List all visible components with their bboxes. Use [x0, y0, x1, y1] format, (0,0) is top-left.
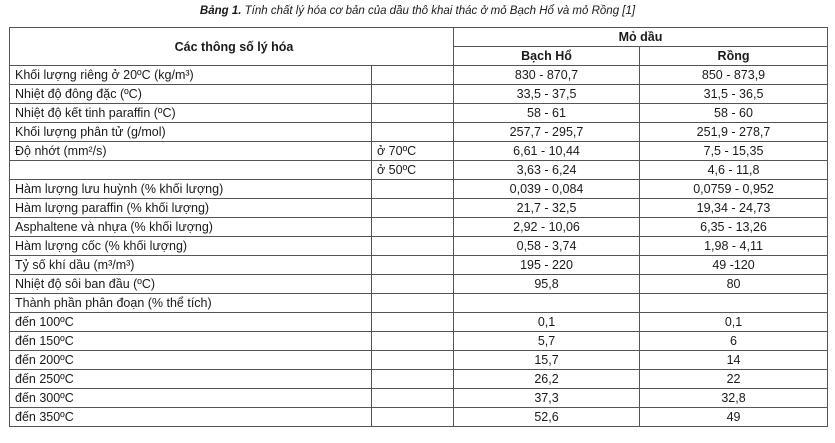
param-cell [10, 161, 372, 180]
caption-lead: Bảng 1. [199, 5, 242, 17]
value-rong-cell: 32,8 [640, 389, 828, 408]
value-rong-cell: 58 - 60 [640, 104, 828, 123]
value-rong-cell: 1,98 - 4,11 [640, 237, 828, 256]
condition-cell [372, 370, 454, 389]
condition-cell [372, 275, 454, 294]
params-header: Các thông số lý hóa [10, 28, 454, 66]
table-row [10, 389, 828, 408]
condition-cell [372, 85, 454, 104]
table-row [10, 370, 828, 389]
value-bach-ho-cell: 33,5 - 37,5 [454, 85, 640, 104]
value-rong-cell: 31,5 - 36,5 [640, 85, 828, 104]
condition-cell [372, 313, 454, 332]
table-row [10, 237, 828, 256]
param-cell: đến 100ºC [10, 313, 372, 332]
condition-cell [372, 123, 454, 142]
condition-cell [372, 389, 454, 408]
value-bach-ho-cell: 5,7 [454, 332, 640, 351]
param-cell: Độ nhớt (mm²/s) [10, 142, 372, 161]
value-bach-ho-cell: 6,61 - 10,44 [454, 142, 640, 161]
table-row [10, 199, 828, 218]
field-header-bach-ho: Bạch Hổ [454, 47, 640, 66]
table-row [10, 161, 828, 180]
value-bach-ho-cell: 95,8 [454, 275, 640, 294]
value-bach-ho-cell: 3,63 - 6,24 [454, 161, 640, 180]
field-header-rong: Rồng [640, 47, 828, 66]
value-rong-cell: 7,5 - 15,35 [640, 142, 828, 161]
param-cell: Thành phần phân đoạn (% thể tích) [10, 294, 372, 313]
param-cell: đến 250ºC [10, 370, 372, 389]
value-rong-cell: 22 [640, 370, 828, 389]
value-rong-cell: 80 [640, 275, 828, 294]
value-rong-cell: 0,1 [640, 313, 828, 332]
table-body [10, 66, 828, 427]
table-row [10, 313, 828, 332]
table-row [10, 408, 828, 427]
table-row [10, 180, 828, 199]
value-bach-ho-cell: 0,039 - 0,084 [454, 180, 640, 199]
condition-cell [372, 237, 454, 256]
condition-cell [372, 218, 454, 237]
table-row [10, 123, 828, 142]
value-rong-cell: 0,0759 - 0,952 [640, 180, 828, 199]
param-cell: đến 350ºC [10, 408, 372, 427]
param-cell: Asphaltene và nhựa (% khối lượng) [10, 218, 372, 237]
table-row [10, 256, 828, 275]
value-bach-ho-cell [454, 294, 640, 313]
value-rong-cell: 6 [640, 332, 828, 351]
condition-cell [372, 104, 454, 123]
condition-cell [372, 351, 454, 370]
table-caption [0, 0, 835, 22]
condition-cell [372, 66, 454, 85]
table-row [10, 294, 828, 313]
value-bach-ho-cell: 257,7 - 295,7 [454, 123, 640, 142]
properties-table [9, 27, 828, 427]
condition-cell [372, 256, 454, 275]
caption-text: Tính chất lý hóa cơ bản của dầu thô khai thác ở mỏ Bạch Hổ và mỏ Rồng [1] [241, 5, 636, 17]
condition-cell [372, 199, 454, 218]
condition-cell [372, 408, 454, 427]
table-row [10, 142, 828, 161]
value-rong-cell: 6,35 - 13,26 [640, 218, 828, 237]
value-bach-ho-cell: 15,7 [454, 351, 640, 370]
value-bach-ho-cell: 37,3 [454, 389, 640, 408]
value-bach-ho-cell: 830 - 870,7 [454, 66, 640, 85]
value-bach-ho-cell: 26,2 [454, 370, 640, 389]
value-bach-ho-cell: 58 - 61 [454, 104, 640, 123]
param-cell: Khối lượng phân tử (g/mol) [10, 123, 372, 142]
table-row [10, 218, 828, 237]
value-rong-cell: 251,9 - 278,7 [640, 123, 828, 142]
value-bach-ho-cell: 0,1 [454, 313, 640, 332]
value-rong-cell [640, 294, 828, 313]
param-cell: đến 150ºC [10, 332, 372, 351]
table-row [10, 85, 828, 104]
condition-cell: ở 70ºC [372, 142, 454, 161]
condition-cell [372, 294, 454, 313]
condition-cell [372, 180, 454, 199]
param-cell: Nhiệt độ kết tinh paraffin (ºC) [10, 104, 372, 123]
value-rong-cell: 49 -120 [640, 256, 828, 275]
value-bach-ho-cell: 21,7 - 32,5 [454, 199, 640, 218]
param-cell: Hàm lượng paraffin (% khối lượng) [10, 199, 372, 218]
value-rong-cell: 19,34 - 24,73 [640, 199, 828, 218]
table-row [10, 351, 828, 370]
param-cell: Hàm lượng lưu huỳnh (% khối lượng) [10, 180, 372, 199]
value-bach-ho-cell: 0,58 - 3,74 [454, 237, 640, 256]
value-bach-ho-cell: 195 - 220 [454, 256, 640, 275]
value-rong-cell: 850 - 873,9 [640, 66, 828, 85]
param-cell: Hàm lượng cốc (% khối lượng) [10, 237, 372, 256]
table-row [10, 275, 828, 294]
value-bach-ho-cell: 2,92 - 10,06 [454, 218, 640, 237]
value-bach-ho-cell: 52,6 [454, 408, 640, 427]
value-rong-cell: 49 [640, 408, 828, 427]
oil-field-group-header: Mỏ dầu [454, 28, 828, 47]
table-row [10, 104, 828, 123]
param-cell: Tỷ số khí dầu (m³/m³) [10, 256, 372, 275]
value-rong-cell: 14 [640, 351, 828, 370]
param-cell: Khối lượng riêng ở 20ºC (kg/m³) [10, 66, 372, 85]
param-cell: đến 300ºC [10, 389, 372, 408]
value-rong-cell: 4,6 - 11,8 [640, 161, 828, 180]
param-cell: Nhiệt độ sôi ban đầu (ºC) [10, 275, 372, 294]
param-cell: Nhiệt độ đông đặc (ºC) [10, 85, 372, 104]
table-header-row [10, 28, 828, 47]
table-row [10, 66, 828, 85]
condition-cell: ở 50ºC [372, 161, 454, 180]
condition-cell [372, 332, 454, 351]
param-cell: đến 200ºC [10, 351, 372, 370]
table-row [10, 332, 828, 351]
